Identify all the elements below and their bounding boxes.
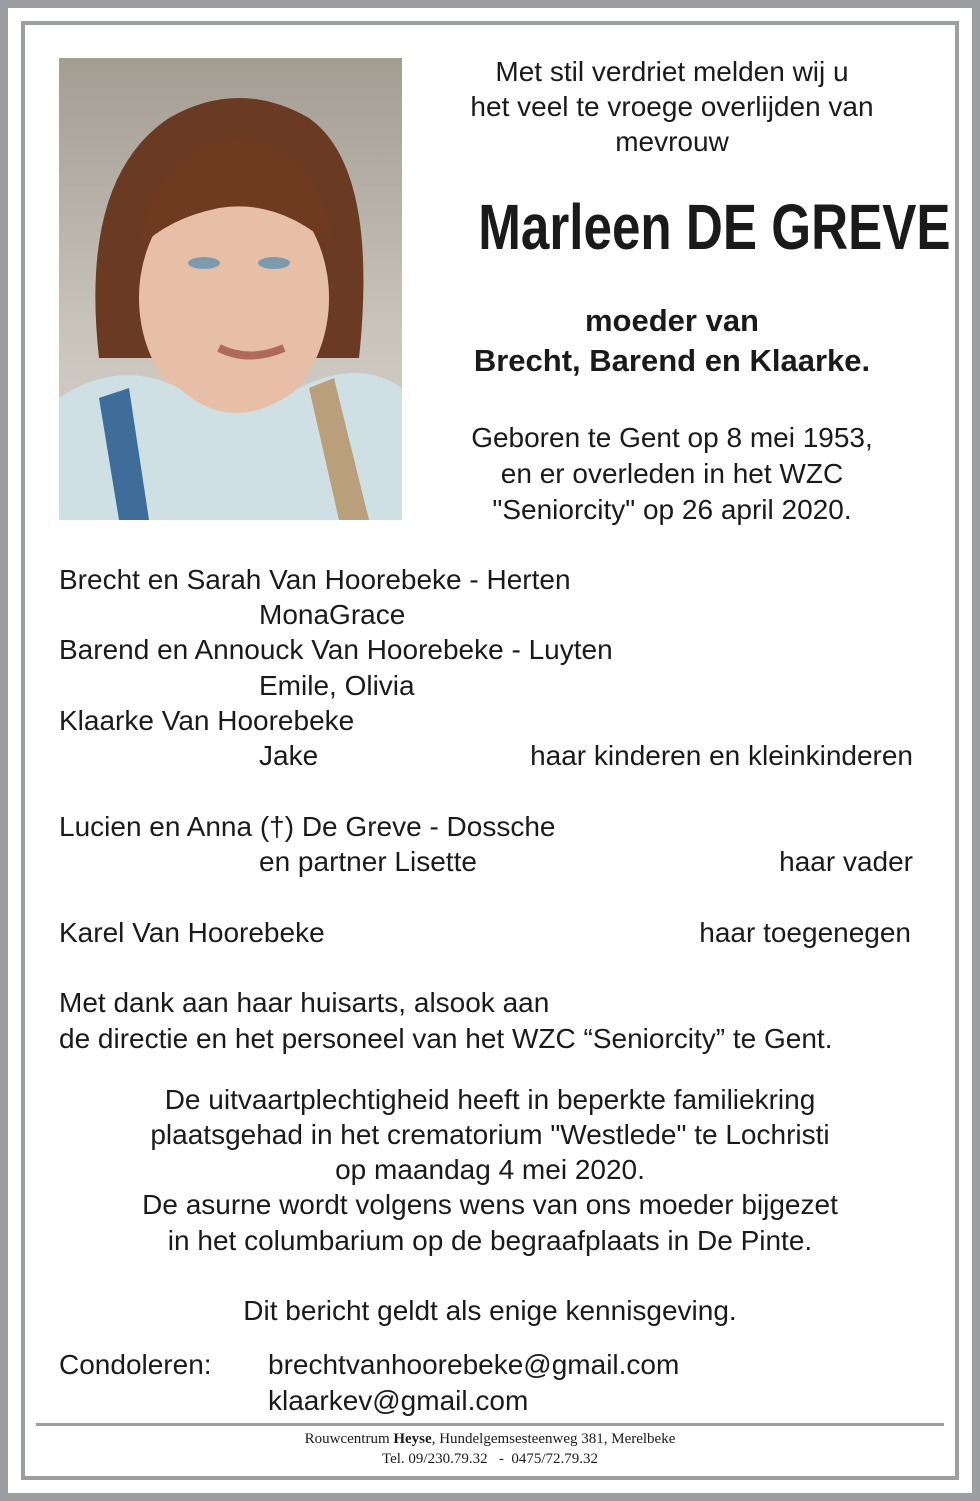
ceremony-line: in het columbarium op de begraafplaats in De Pinte. — [167, 1225, 813, 1256]
deceased-name: Marleen DE GREVE — [478, 191, 951, 263]
family-line: Klaarke Van Hoorebeke — [59, 705, 355, 736]
intro-line: Met stil verdriet melden wij u — [495, 56, 849, 87]
portrait-photo — [59, 58, 402, 520]
family-line: Jake — [259, 740, 319, 771]
family-line: Brecht en Sarah Van Hoorebeke - Herten — [59, 564, 571, 595]
ceremony-line: op maandag 4 mei 2020. — [335, 1154, 645, 1185]
intro-line: het veel te vroege overlijden van — [470, 91, 874, 122]
family-role: haar toegenegen — [699, 917, 911, 948]
ceremony-line: plaatsgehad in het crematorium "Westlede" te Lochristi — [150, 1119, 830, 1150]
family-line: Lucien en Anna (†) De Greve - Dossche — [59, 811, 556, 842]
family-line: Karel Van Hoorebeke — [59, 917, 325, 948]
notice: Dit bericht geldt als enige kennisgeving. — [243, 1295, 737, 1326]
children-names: Brecht, Barend en Klaarke. — [473, 343, 871, 378]
family-line: en partner Lisette — [259, 846, 477, 877]
intro-line: mevrouw — [615, 126, 729, 157]
birth-death-line: "Seniorcity" op 26 april 2020. — [492, 494, 852, 525]
ceremony-line: De uitvaartplechtigheid heeft in beperkte familiekring — [164, 1084, 816, 1115]
condolences-email[interactable]: brechtvanhoorebeke@gmail.com — [268, 1349, 680, 1380]
condolences-email[interactable]: klaarkev@gmail.com — [268, 1385, 529, 1416]
birth-death-line: Geboren te Gent op 8 mei 1953, — [471, 422, 873, 453]
funeral-home-name: Heyse — [393, 1431, 432, 1447]
family-role: haar vader — [779, 846, 913, 877]
divider — [36, 1423, 944, 1426]
mother-of-label: moeder van — [584, 303, 759, 338]
footer-address: , Hundelgemsesteenweg 381, Merelbeke — [431, 1431, 676, 1447]
family-line: Emile, Olivia — [259, 670, 415, 701]
condolences-label: Condoleren: — [59, 1349, 212, 1380]
family-line: MonaGrace — [259, 599, 406, 630]
footer-prefix: Rouwcentrum — [304, 1431, 394, 1447]
family-line: Barend en Annouck Van Hoorebeke - Luyten — [59, 634, 613, 665]
funeral-home-address — [0, 1430, 980, 1449]
birth-death-line: en er overleden in het WZC — [500, 458, 844, 489]
thanks-line: de directie en het personeel van het WZC “Seniorcity” te Gent. — [59, 1023, 833, 1054]
family-role: haar kinderen en kleinkinderen — [530, 740, 913, 771]
funeral-home-phone: Tel. 09/230.79.32 - 0475/72.79.32 — [381, 1451, 599, 1467]
thanks-line: Met dank aan haar huisarts, alsook aan — [59, 987, 550, 1018]
ceremony-line: De asurne wordt volgens wens van ons moeder bijgezet — [142, 1189, 838, 1220]
